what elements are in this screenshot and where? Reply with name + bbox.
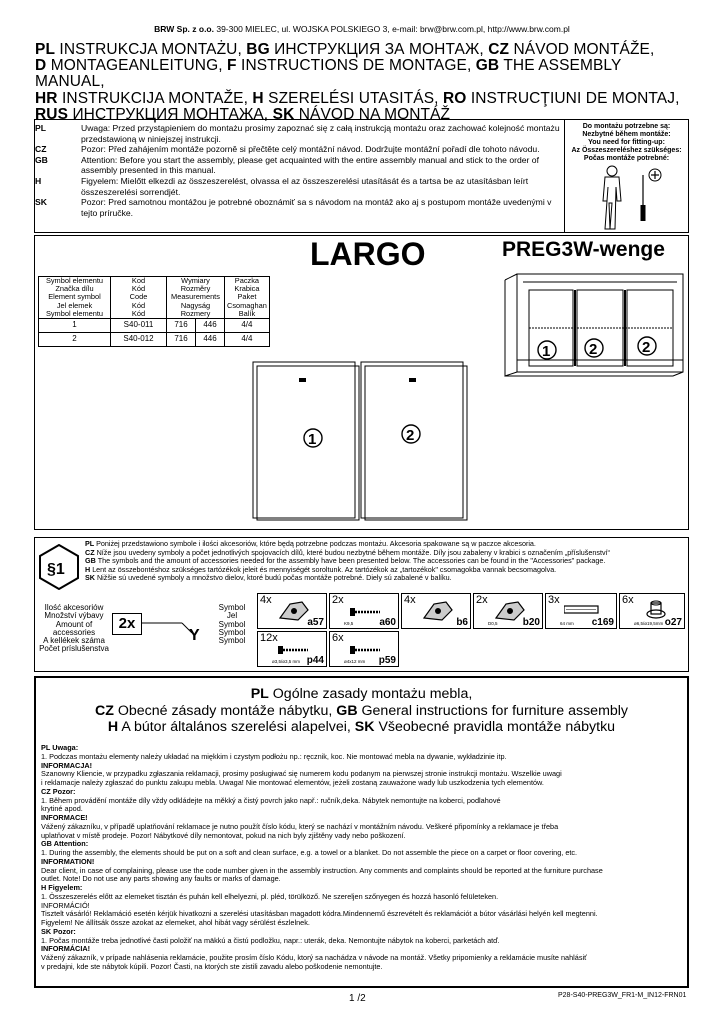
svg-text:1: 1 <box>542 343 551 360</box>
header-label: Rozměry <box>180 284 211 294</box>
tools-label: Nezbytné během montáže: <box>582 131 671 138</box>
header-label: Wymiary <box>181 276 210 285</box>
accessory-p44 <box>257 631 327 667</box>
header-symbol <box>39 277 111 319</box>
general-line: 1. Összeszerelés előtt az elemeket tisztán és puhán kell elhelyezni, pl. pléd, törülköző. Ne szereljen szőnyegen és hozzá hasonló felületeken. <box>41 891 499 901</box>
general-line: Dear client, in case of complaining, please use the code number given in the assembly instruction. Any comments and complaints should be reported at the furniture purchase <box>41 865 603 875</box>
general-line: 1. During the assembly, the elements should be put on a soft and clean surface, e.g. a towel or a blanket. Do not assemble the piece on a carpet or floor covering, etc. <box>41 848 578 857</box>
product-panel <box>34 235 689 530</box>
phillips-screw-icon <box>649 169 661 181</box>
row-width: 716 <box>167 319 196 333</box>
general-heading: INFORMATION! <box>41 856 95 866</box>
general-line: Szanowny Kliencie, w przypadku zgłaszania reklamacji, prosimy posługiwać się numerem kodu podanym na pierwszej stronie instrukcji montażu. Wszelkie uwagi <box>41 769 562 779</box>
accessory-quantity: 4x <box>260 594 272 606</box>
tools-needed-panel <box>564 120 688 232</box>
general-line: outlet. Note! Do not use any parts showing any faults or marks of damage. <box>41 874 281 884</box>
header-label: Rozmery <box>180 308 211 318</box>
door-marker-1 <box>538 341 556 360</box>
header-label: Kód <box>131 284 146 294</box>
accessory-dimension: ø6,5/ø19,5mm <box>634 621 664 626</box>
accessory-code: a57 <box>307 617 324 628</box>
general-line: i reklamacje należy zgłaszać do punktu zakupu mebla. Uwaga! Nie montować elementów, jeżeli zostaną zauważone wady lub uszkodzenia tych elementów. <box>41 778 544 787</box>
svg-text:2: 2 <box>642 339 651 356</box>
general-heading: INFORMÁCIA! <box>41 944 91 954</box>
product-code: PREG3W-wenge <box>502 238 665 261</box>
accessory-b20 <box>473 593 543 629</box>
row-package: 4/4 <box>225 319 270 333</box>
accessory-code: b6 <box>456 617 468 628</box>
header-label: Symbol elementu <box>45 308 104 318</box>
legend-label: Jel <box>226 611 238 621</box>
legend-quantity-example: 2x <box>112 613 142 635</box>
accessories-text-line: H Lent az összebontéshoz szükséges tartózékok jeleit és mennyiségét soroltunk. Az tartózékok az „tartozékok" csomagokba vannak becsomagolva. <box>85 564 557 574</box>
legend-label: Symbol <box>218 603 246 612</box>
header-label: Paket <box>237 292 257 302</box>
accessory-quantity: 6x <box>622 594 634 606</box>
header-label: Krabica <box>234 284 260 294</box>
svg-text:1: 1 <box>308 431 317 448</box>
table-row <box>39 333 270 347</box>
tools-illustration <box>567 163 687 233</box>
tools-label: Počas montáže potrebné: <box>583 155 670 162</box>
company-address: 39-300 MIELEC, ul. WOJSKA POLSKIEGO 3, e-mail: brw@brw.com.pl, http://www.brw.com.pl <box>213 24 570 34</box>
tools-label: Do montażu potrzebne są: <box>582 123 671 130</box>
general-heading: GB Attention: <box>41 839 89 849</box>
general-line: Vážený zákazník, v prípade nahlásenia reklamácie, použite prosím číslo Kódu, ktorý sa nachádza v návode na montáž. Všetky pripomienky a reklamácie musíte nahlásiť <box>41 953 587 962</box>
general-heading: SK Pozor: <box>41 926 76 936</box>
accessory-a60 <box>329 593 399 629</box>
door-marker-2 <box>585 339 603 358</box>
legend-label: Množství výbavy <box>44 611 104 621</box>
general-heading: PL Uwaga: <box>41 743 79 752</box>
title-line: RUS ИНСТРУКЦИЯ МОНТАЖА, SK NÁVOD NA MONTÁŽ <box>35 105 451 123</box>
header-label: Kód <box>131 300 146 310</box>
header-label: Kód <box>131 308 146 318</box>
legend-label: Amount of accessories <box>52 619 96 637</box>
accessory-o27 <box>619 593 685 629</box>
document-code: P28-S40-PREG3W_FR1-M_IN12-FRN01 <box>558 992 687 999</box>
company-header <box>0 24 724 34</box>
accessory-code: c169 <box>591 617 614 628</box>
header-dimensions <box>167 277 225 319</box>
header-label: Csomaghan <box>227 300 267 310</box>
accessory-a57 <box>257 593 327 629</box>
legend-arrows <box>142 621 202 641</box>
title-line: PL INSTRUKCJA MONTAŻU, BG ИНСТРУКЦИЯ ЗА МОНТАЖ, CZ NÁVOD MONTÁŽE, <box>35 41 655 58</box>
svg-text:2: 2 <box>406 427 415 444</box>
header-label: Paczka <box>234 276 260 285</box>
header-label: Nagyság <box>180 300 211 310</box>
accessories-text-line: GB The symbols and the amount of accessories needed for the assembly have been presented below. The accessories can be found in the "Accessories" package. <box>85 556 606 565</box>
general-line: INFORMÁCIÓ! <box>41 900 90 910</box>
legend-symbol-example: Y <box>189 627 200 644</box>
accessories-text-line: PL Poniżej przedstawiono symbole i ilości akcesoriów, które będą potrzebne podczas montażu. Akcesoria spakowane są w paczce akcesoria. <box>85 539 536 548</box>
door-2-marker <box>402 425 420 444</box>
warning-item: SK Pozor: Pred samotnou montážou je potrebné oboznámiť sa s návodom na montáž ako aj s postupom montáže uvedenými v tejto príručke. <box>35 197 552 218</box>
general-title-line: H A bútor általános szerelési alapelvei, SK Všeobecné pravidla montáže nábytku <box>107 719 616 735</box>
svg-text:2: 2 <box>589 341 598 358</box>
header-label: Kod <box>131 276 146 285</box>
accessory-code: p59 <box>378 655 396 666</box>
accessory-quantity: 4x <box>404 594 416 606</box>
accessories-legend <box>39 601 257 663</box>
accessory-b6 <box>401 593 471 629</box>
row-height: 446 <box>196 319 225 333</box>
screwdriver-icon <box>640 175 645 221</box>
parts-table-header <box>39 277 270 319</box>
accessory-p59 <box>329 631 399 667</box>
table-row <box>39 319 270 333</box>
product-name: LARGO <box>310 236 426 272</box>
accessory-code: a60 <box>379 617 396 628</box>
door-marker-2b <box>638 337 656 356</box>
general-instructions-body <box>41 744 686 972</box>
person-icon <box>603 166 621 229</box>
legend-quantity-labels <box>39 604 109 654</box>
accessory-dimension: ø3,5/ø3,5 mm <box>272 659 301 664</box>
legend-label: Počet príslušenstva <box>39 644 109 654</box>
instruction-titles <box>35 42 695 123</box>
doors-illustration <box>249 358 479 524</box>
legend-label: Ilość akcesoriów <box>44 603 104 612</box>
accessory-c169 <box>545 593 617 629</box>
row-width: 716 <box>167 333 196 347</box>
accessory-code: o27 <box>664 617 682 628</box>
general-heading: CZ Pozor: <box>41 786 76 796</box>
legend-symbol-labels <box>207 604 257 645</box>
tools-label: You need for fitting-up: <box>588 139 665 146</box>
header-label: Balík <box>238 308 256 318</box>
company-name: BRW Sp. z o.o. <box>154 24 214 34</box>
header-label: Element symbol <box>48 292 101 302</box>
general-heading: INFORMACJA! <box>41 760 93 770</box>
general-line: Figyelem! Ne állítsák össze azokat az elemeket, ahol hibát vagy sérülést észlelnek. <box>41 918 310 927</box>
title-line: HR INSTRUKCIJA MONTAŽE, H SZERELÉSI UTASITÁS, RO INSTRUCŢIUNI DE MONTAJ, <box>35 89 680 107</box>
title-line: D MONTAGEANLEITUNG, F INSTRUCTIONS DE MONTAGE, GB THE ASSEMBLY MANUAL, <box>35 57 622 91</box>
general-line: 1. Počas montáže treba jednotlivé časti položiť na mäkkú a čistú podložku, napr.: uterák, deka. Nemontujte nábytok na koberci, parketách atď. <box>41 935 500 945</box>
row-height: 446 <box>196 333 225 347</box>
legend-label: A kellékek száma <box>43 636 105 646</box>
general-line: krytiné apod. <box>41 804 83 814</box>
warning-box <box>34 119 689 233</box>
general-line: 1. Během provádění montáže díly vždy odkládejte na měkký a čistý povrch jako např.: ručník,deka. Nábytek nemontujte na koberci, podlahové <box>41 795 501 805</box>
warning-item: H Figyelem: Mielőtt elkezdi az összeszerelést, olvassa el az összeszerelési utasítását és a tartsa be az utasításban leírt összeszerelési sorrendjét. <box>35 175 529 197</box>
parts-table <box>38 276 270 347</box>
warning-item: PL Uwaga: Przed przystąpieniem do montażu prosimy zapoznać się z całą instrukcją montażu oraz zachować kolejność montażu przedstawioną w niniejszej instrukcji. <box>35 123 560 144</box>
accessories-panel <box>34 537 689 672</box>
row-symbol: 1 <box>39 319 111 333</box>
general-line: Vážený zákazníku, v případě uplatňování reklamace je nutno použít číslo kódu, který se nachází v montážním návodu. Veškeré připomínky a reklamace je třeba <box>41 821 559 831</box>
row-code: S40-011 <box>111 319 167 333</box>
general-title-line: PL Ogólne zasady montażu mebla, <box>250 686 473 702</box>
header-code <box>111 277 167 319</box>
door-1-marker <box>304 429 322 448</box>
warning-item: GB Attention: Before you start the assembly, please get acquainted with the entire assembly manual and stick to the order of assembly presented in this manual. <box>35 154 539 176</box>
accessories-description <box>85 540 685 583</box>
accessories-text-line: SK Nižšie sú uvedené symboly a množstvo dielov, ktoré budú počas montáže potrebné. Diely sú zabalené v balíku. <box>85 573 452 582</box>
general-line: uplatňovat v místě prodeje. Pozor! Nábytkové díly nemontovat, pokud na nich byly zjištěny vady nebo poškození. <box>41 830 406 840</box>
accessory-code: p44 <box>306 655 324 666</box>
header-label: Jel elemek <box>56 300 93 310</box>
accessory-dimension: 64 mm <box>560 621 574 626</box>
hinge-icon <box>420 598 456 624</box>
tools-needed-labels <box>565 123 688 163</box>
general-instructions-panel <box>34 676 689 988</box>
cabinet-illustration <box>487 272 687 382</box>
accessory-quantity: 3x <box>548 594 560 606</box>
header-label: Code <box>129 292 148 302</box>
legend-label: Symbol <box>218 627 246 637</box>
general-line: 1. Podczas montażu elementy należy układać na miękkim i czystym podłożu np.: ręcznik, koc. Nie montować mebla na dywanie, wykładzinie itp. <box>41 751 507 761</box>
accessory-quantity: 12x <box>260 632 278 644</box>
accessory-quantity: 2x <box>476 594 488 606</box>
general-heading: H Figyelem: <box>41 883 83 892</box>
accessory-dimension: K9,5 <box>344 621 354 626</box>
header-label: Symbol elementu <box>45 276 104 285</box>
legend-label: Symbol <box>218 619 246 629</box>
svg-text:§1: §1 <box>47 561 65 578</box>
general-title-line: CZ Obecné zásady montáže nábytku, GB General instructions for furniture assembly <box>94 702 629 719</box>
general-instructions-title <box>36 686 687 736</box>
general-line: Tisztelt vásárló! Reklamáció esetén kérjük hivatkozni a szerelési utasításban magadott kódra.Mindennemű észrevételt és reklamációt a bútor vásárlási helyén kell megtenni. <box>41 909 598 919</box>
row-package: 4/4 <box>225 333 270 347</box>
legend-label: Symbol <box>218 636 246 646</box>
accessories-text-line: CZ Níže jsou uvedeny symboly a počet jednotlivých spojovacích dílů, které budou nezbytné během montáže. Díly jsou zabaleny v krabici s označením „příslušenství“ <box>85 547 610 557</box>
header-label: Measurements <box>171 292 220 302</box>
page-number: 1 /2 <box>349 993 366 1004</box>
accessory-dimension: D0,5 <box>488 621 498 626</box>
general-line: v predajni, kde ste nábytok kúpili. Pozor! Časti, na ktorých ste zistili zavadu alebo poškodenie nemontujte. <box>41 961 383 971</box>
accessory-code: b20 <box>522 617 540 628</box>
accessory-quantity: 6x <box>332 632 344 644</box>
tools-label: Az Összeszereléshez szükséges: <box>571 147 682 154</box>
row-symbol: 2 <box>39 333 111 347</box>
section-paragraph-icon <box>39 544 79 590</box>
header-label: Značka dílu <box>55 284 94 294</box>
warning-item: CZ Pozor: Před zahájením montáže pozorně si přečtěte celý montážní návod. Dodržujte montážní pořadí dle tohoto návodu. <box>35 144 540 155</box>
row-code: S40-012 <box>111 333 167 347</box>
accessory-quantity: 2x <box>332 594 344 606</box>
header-package <box>225 277 270 319</box>
warning-text <box>35 123 565 218</box>
accessory-dimension: ø4x12 mm <box>344 659 366 664</box>
general-heading: INFORMACE! <box>41 813 88 822</box>
